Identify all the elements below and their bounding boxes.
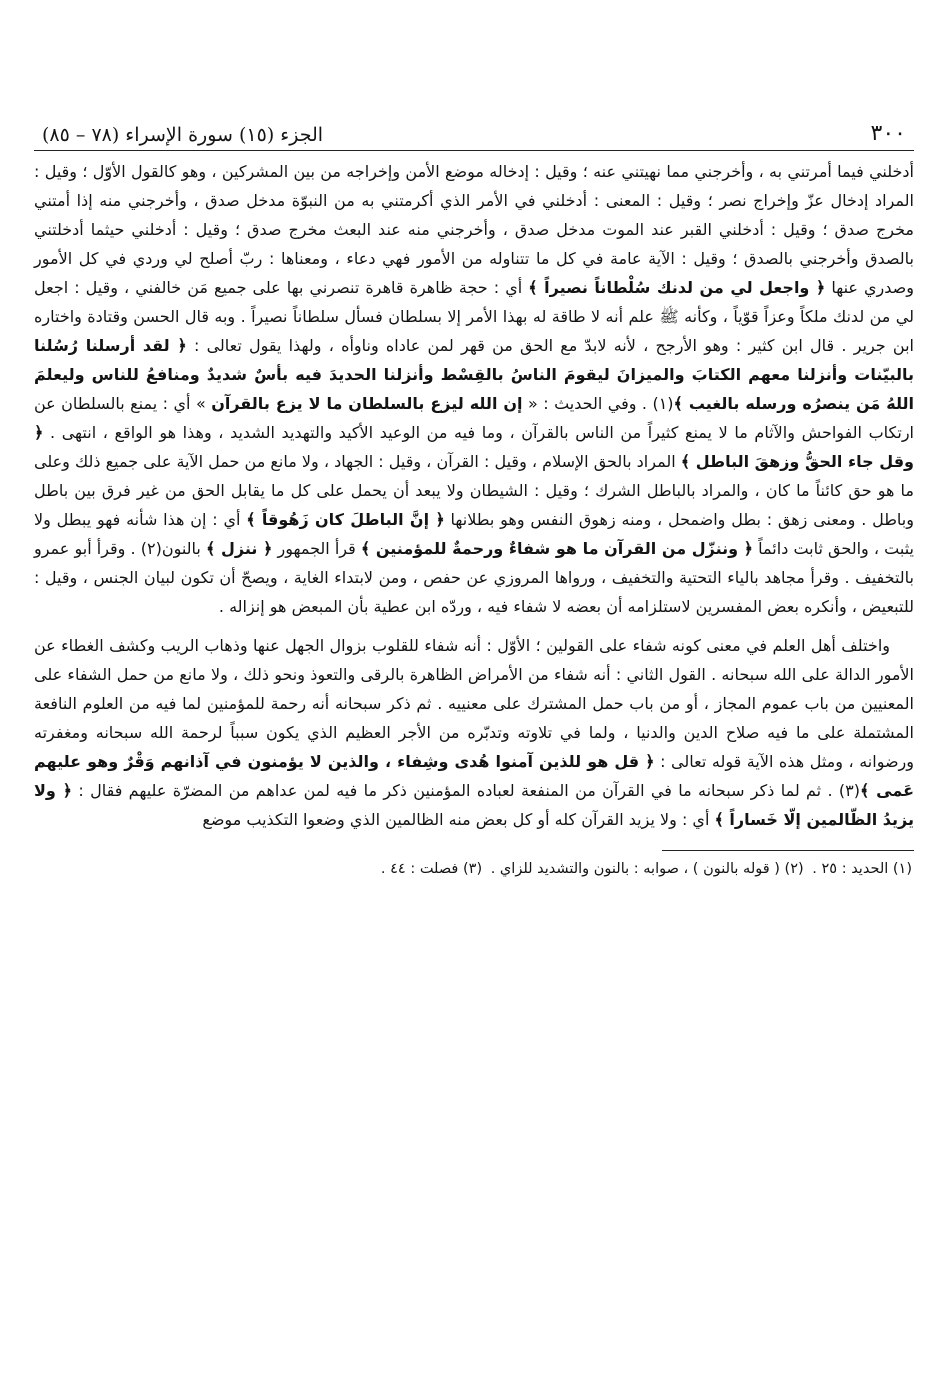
quranic-quote: ﴿ ولا يزيدُ الظّالمين إلّا خَساراً ﴾ bbox=[34, 781, 914, 829]
paragraph bbox=[34, 631, 914, 834]
header-rule bbox=[34, 150, 914, 151]
commentary-text: أي : إن هذا شأنه فهو يبطل ولا يثبت ، والحق ثابت دائماً bbox=[34, 510, 915, 558]
quranic-quote: ﴿ لقد أرسلنا رُسُلنا بالبيّنات وأنزلنا معهم الكتابَ والميزانَ ليقومَ الناسُ بالقِسْط وأنزلنا الحديدَ فيه بأسٌ شديدٌ ومنافعُ للناس وليعلمَ اللهُ مَن ينصرُه ورسله بالغيب ﴾ bbox=[34, 336, 914, 413]
quranic-quote: إن الله ليزع بالسلطان ما لا يزع بالقرآن bbox=[211, 394, 523, 413]
quranic-quote: ﴿ واجعل لي من لدنك سُلْطاناً نصيراً ﴾ bbox=[528, 278, 826, 297]
commentary-text: (١) . وفي الحديث : « bbox=[522, 394, 674, 413]
commentary-text: قرأ الجمهور bbox=[272, 539, 361, 558]
commentary-text: » أي : يمنع بالسلطان عن ارتكاب الفواحش والآثام ما لا يمنع كثيراً من الناس بالقرآن ، وما فيه من الوعيد الأكيد والتهديد الشديد ، وهذا هو الواقع ، انتهى . bbox=[34, 394, 914, 442]
running-title: الجزء (١٥) سورة الإسراء (٧٨ – ٨٥) bbox=[42, 124, 324, 146]
quranic-quote: ﴿ ننزل ﴾ bbox=[206, 539, 273, 558]
commentary-text: (٣) . ثم لما ذكر سبحانه ما في القرآن من المنفعة لعباده المؤمنين ذكر ما فيه لمن عداهم من المضرّة عليهم فقال : bbox=[72, 781, 860, 800]
footnotes bbox=[34, 857, 914, 881]
quranic-quote: ﴿ وقل جاء الحقُّ وزهقَ الباطل ﴾ bbox=[34, 423, 914, 471]
running-header bbox=[34, 112, 914, 146]
footnote-3: (٣) فصلت : ٤٤ . bbox=[380, 861, 483, 877]
page-number: ٣٠٠ bbox=[870, 121, 906, 146]
commentary-text: أدخلني فيما أمرتني به ، وأخرجني مما نهيتني عنه ؛ وقيل : إدخاله موضع الأمن وإخراجه من بين المشركين ، وهو كالقول الأوّل ؛ وقيل : المراد إدخال عزّ وإخراج نصر ؛ وقيل : المعنى : أدخلني في الأمر الذي أكرمتني به من النبوّة مدخل صدق ، وأخرجني منه إذا أمتني مخرج صدق ؛ وقيل : أدخلني القبر عند الموت مدخل صدق ، وأخرجني منه عند البعث مخرج صدق ؛ وقيل : أدخلني حيثما أدخلتني بالصدق وأخرجني بالصدق ؛ وقيل : الآية عامة في كل ما تتناوله من الأمور فهي دعاء ، ومعناها : ربّ أصلح لي وردي في كل الأمور وصدري عنها bbox=[34, 162, 914, 297]
footnote-rule bbox=[662, 850, 914, 851]
footnote-2: (٢) ( قوله بالنون ) ، صوابه : بالنون والتشديد للزاي . bbox=[490, 861, 804, 877]
commentary-text: أي : حجة ظاهرة قاهرة تنصرني بها على جميع مَن خالفني ، وقيل : اجعل لي من لدنك ملكاً وعزاً قوّياً ، وكأنه ﷺ علم أنه لا طاقة له بهذا الأمر إلا بسلطان فسأل سلطاناً نصيراً . وبه قال الحسن وقتادة واختاره ابن جرير . قال ابن كثير : وهو الأرجح ، لأنه لابدّ مع الحق من قهر لمن عاداه وناوأه ، ولهذا يقول تعالى : bbox=[34, 278, 914, 355]
paragraph bbox=[34, 157, 914, 621]
commentary-text: أي : ولا يزيد القرآن كله أو كل بعض منه الظالمين الذي وضعوا التكذيب موضع bbox=[202, 810, 715, 829]
commentary-text: المراد بالحق الإسلام ، وقيل : القرآن ، وقيل : الجهاد ، ولا مانع من حمل الآية على جميع ذلك وعلى ما هو حق كائناً ما كان ، والمراد بالباطل الشرك ؛ وقيل : الشيطان ولا يبعد أن يحمل على كل ما يقابل الحق من غير فرق بين باطل وباطل . ومعنى زهق : بطل واضمحل ، ومنه زهوق النفس وهو بطلانها bbox=[34, 452, 914, 529]
quranic-quote: ﴿ قل هو للذين آمنوا هُدى وشِفاء ، والذين لا يؤمنون في آذانهم وَقْرٌ وهو عليهم عَمى ﴾ bbox=[34, 752, 915, 800]
commentary-text: بالنون(٢) . وقرأ أبو عمرو بالتخفيف . وقرأ مجاهد بالياء التحتية والتخفيف ، ورواها المروزي عن حفص ، ومن لابتداء الغاية ، ويصحّ أن تكون لبيان الجنس ، وقيل : للتبعيض ، وأنكره بعض المفسرين لاستلزامه أن بعضه لا شفاء فيه ، وردّه ابن عطية بأن المبعض هو إنزاله . bbox=[34, 539, 914, 616]
quranic-quote: ﴿ وننزّل من القرآن ما هو شفاءٌ ورحمةٌ للمؤمنين ﴾ bbox=[360, 539, 754, 558]
commentary-text: واختلف أهل العلم في معنى كونه شفاء على القولين ؛ الأوّل : أنه شفاء للقلوب بزوال الجهل عنها وذهاب الريب وكشف الغطاء عن الأمور الدالة على الله سبحانه . القول الثاني : أنه شفاء من الأمراض الظاهرة بالرقى والتعوذ ونحو ذلك ، ولا مانع من حمل الشفاء على المعنيين من باب عموم المجاز ، أو من باب حمل المشترك على معنييه . ثم ذكر سبحانه أنه رحمة للمؤمنين لما فيه من العلوم النافعة المشتملة على ما فيه صلاح الدين والدنيا ، ولما في تلاوته وتدبّره من الأجر العظيم الذي يكون سبباً لرحمة الله سبحانه ومغفرته ورضوانه ، ومثل هذه الآية قوله تعالى : bbox=[34, 636, 914, 771]
page bbox=[34, 112, 914, 881]
body-text bbox=[34, 157, 914, 834]
footnote-1: (١) الحديد : ٢٥ . bbox=[812, 861, 912, 877]
quranic-quote: ﴿ إنَّ الباطلَ كان زَهُوقاً ﴾ bbox=[246, 510, 445, 529]
